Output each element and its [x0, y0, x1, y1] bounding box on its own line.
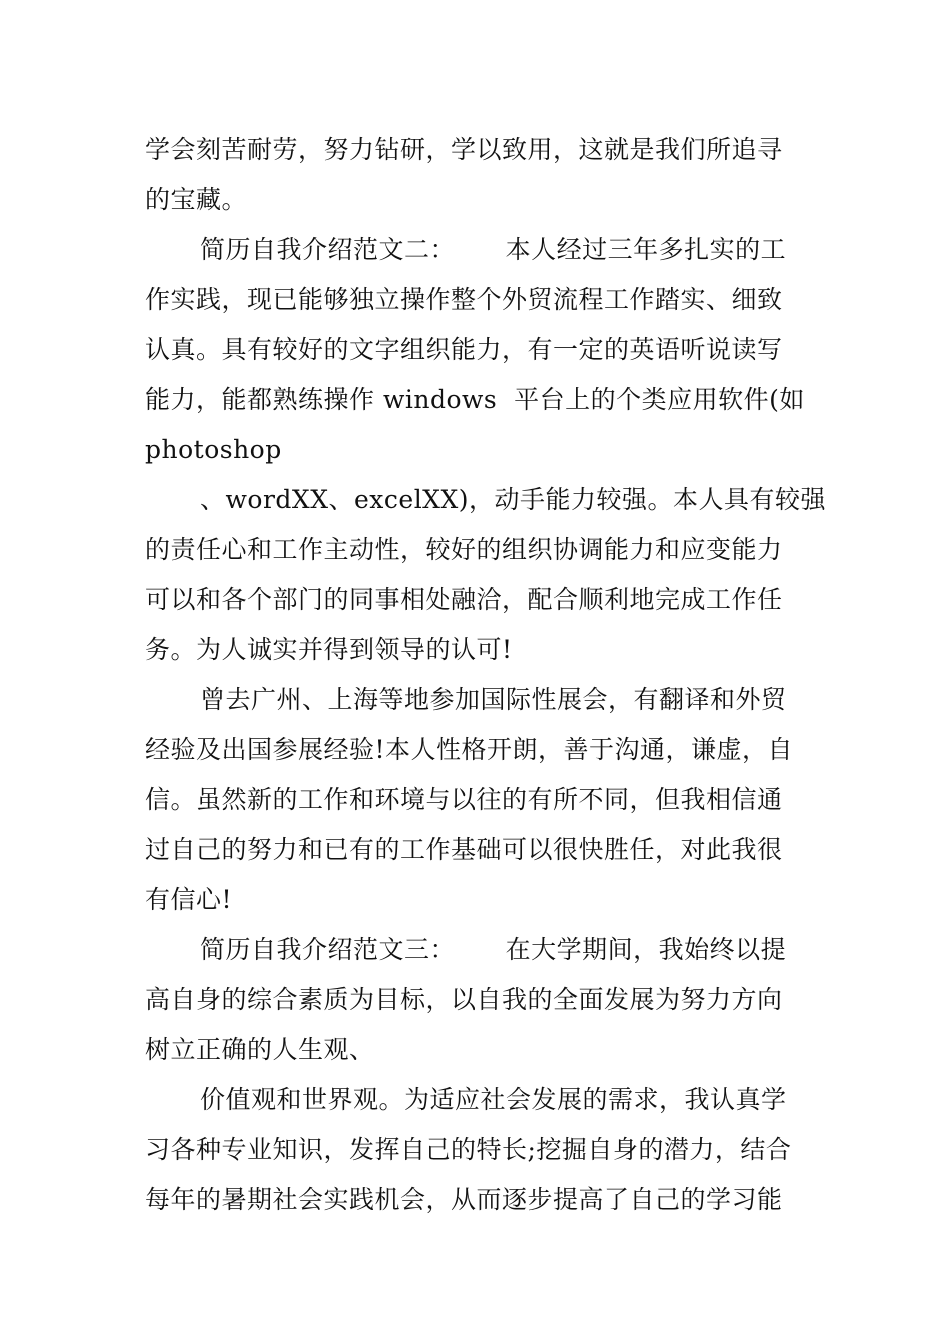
text-line: 务。为人诚实并得到领导的认可!: [145, 635, 513, 664]
text-line: 、wordXX、excelXX)，动手能力较强。本人具有较强: [200, 485, 827, 514]
text-line: 有信心!: [145, 885, 233, 914]
text-line: 可以和各个部门的同事相处融洽，配合顺利地完成工作任: [145, 585, 783, 614]
text-line: photoshop: [145, 435, 282, 464]
text-line: 简历自我介绍范文二： 本人经过三年多扎实的工: [200, 235, 787, 264]
text-line: 能力，能都熟练操作 windows 平台上的个类应用软件(如: [145, 385, 805, 414]
text-line: 的责任心和工作主动性，较好的组织协调能力和应变能力: [145, 535, 783, 564]
text-line: 认真。具有较好的文字组织能力，有一定的英语听说读写: [145, 335, 783, 364]
text-line: 经验及出国参展经验!本人性格开朗，善于沟通，谦虚，自: [145, 735, 794, 764]
text-line: 习各种专业知识，发挥自己的特长;挖掘自身的潜力，结合: [145, 1135, 792, 1164]
text-line: 每年的暑期社会实践机会，从而逐步提高了自己的学习能: [145, 1185, 783, 1214]
text-line: 的宝藏。: [145, 185, 248, 214]
text-line: 过自己的努力和已有的工作基础可以很快胜任，对此我很: [145, 835, 783, 864]
text-line: 树立正确的人生观、: [145, 1035, 375, 1064]
text-line: 信。虽然新的工作和环境与以往的有所不同，但我相信通: [145, 785, 783, 814]
text-line: 高自身的综合素质为目标，以自我的全面发展为努力方向: [145, 985, 783, 1014]
text-line: 简历自我介绍范文三： 在大学期间，我始终以提: [200, 935, 787, 964]
text-line: 价值观和世界观。为适应社会发展的需求，我认真学: [200, 1085, 787, 1114]
text-line: 曾去广州、上海等地参加国际性展会，有翻译和外贸: [200, 685, 787, 714]
text-line: 作实践，现已能够独立操作整个外贸流程工作踏实、细致: [145, 285, 783, 314]
text-line: 学会刻苦耐劳，努力钻研，学以致用，这就是我们所追寻: [145, 135, 783, 164]
